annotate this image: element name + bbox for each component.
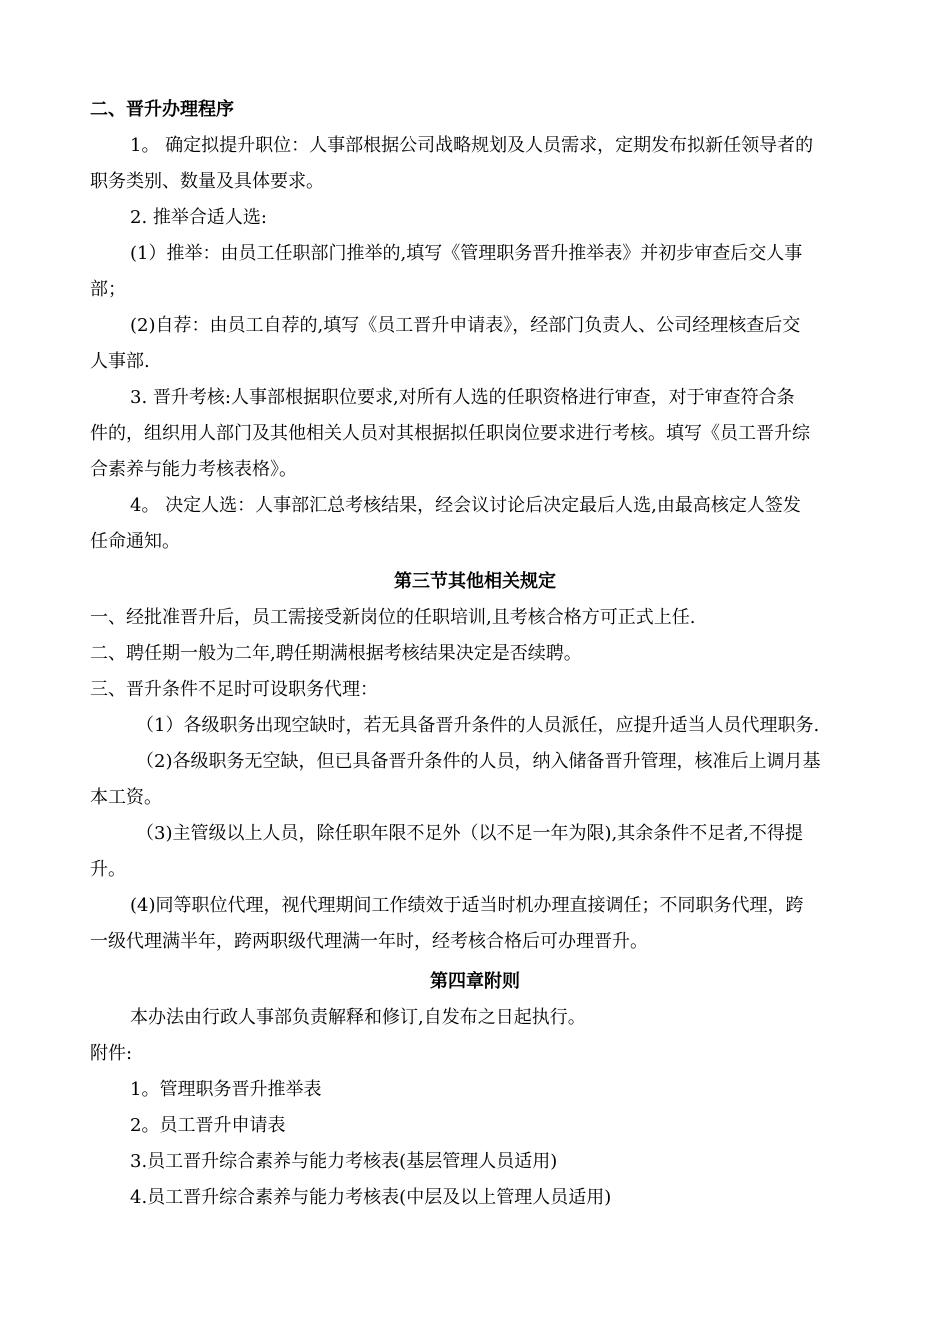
sub-item-vacancy [90, 708, 860, 744]
paragraph-line: 职务类别、数量及具体要求。 [90, 171, 324, 192]
paragraph-line: 合素养与能力考核表格》。 [90, 459, 297, 480]
paragraph-line: 升。 [90, 859, 126, 880]
paragraph-line: （3)主管级以上人员，除任职年限不足外（以不足一年为限),其余条件不足者,不得提 [136, 823, 803, 844]
paragraph-confirm-position [90, 128, 860, 200]
chapter-heading-supplementary: 第四章附则 [430, 971, 520, 992]
paragraph-promotion-assessment [90, 380, 860, 488]
paragraph-line: 4。 决定人选：人事部汇总考核结果，经会议讨论后决定最后人选,由最高核定人签发 [130, 495, 801, 516]
paragraph-self-recommendation [90, 308, 860, 380]
sub-item-equal-position [90, 888, 860, 960]
attachment-item: 2。员工晋升申请表 [130, 1115, 286, 1136]
rule-item-acting-position: 三、晋升条件不足时可设职务代理： [90, 679, 378, 700]
paragraph-line: 1。 确定拟提升职位：人事部根据公司战略规划及人员需求，定期发布拟新任领导者的 [130, 135, 814, 156]
paragraph-line: 人事部. [90, 351, 150, 372]
paragraph-line: (1）推举：由员工任职部门推举的,填写《管理职务晋升推举表》并初步审查后交人事 [130, 243, 803, 264]
paragraph-line: 3. 晋升考核:人事部根据职位要求,对所有人选的任职资格进行审查，对于审查符合条 [130, 387, 795, 408]
attachments-label: 附件: [90, 1043, 133, 1064]
paragraph-line: 部； [90, 279, 126, 300]
supplementary-statement: 本办法由行政人事部负责解释和修订,自发布之日起执行。 [130, 1007, 586, 1028]
paragraph-line: （2)各级职务无空缺，但已具备晋升条件的人员，纳入储备晋升管理，核准后上调月基 [136, 751, 821, 772]
paragraph-line: (2)自荐：由员工自荐的,填写《员工晋升申请表》，经部门负责人、公司经理核查后交 [130, 315, 801, 336]
rule-item-training: 一、经批准晋升后，员工需接受新岗位的任职培训,且考核合格方可正式上任. [90, 607, 696, 628]
attachment-item: 1。管理职务晋升推举表 [130, 1079, 322, 1100]
sub-item-no-vacancy [90, 744, 860, 816]
attachment-item: 4.员工晋升综合素养与能力考核表(中层及以上管理人员适用) [130, 1187, 612, 1208]
rule-item-term: 二、聘任期一般为二年,聘任期满根据考核结果决定是否续聘。 [90, 643, 582, 664]
paragraph-line: 一级代理满半年，跨两职级代理满一年时，经考核合格后可办理晋升。 [90, 931, 648, 952]
paragraph-recommend-candidates [90, 200, 860, 236]
paragraph-line: 本工资。 [90, 787, 162, 808]
paragraph-decide-candidate [90, 488, 860, 560]
paragraph-line: 2. 推举合适人选: [130, 207, 267, 228]
attachment-item: 3.员工晋升综合素养与能力考核表(基层管理人员适用) [130, 1151, 558, 1172]
section-heading-promotion-procedure: 二、晋升办理程序 [90, 99, 234, 120]
paragraph-line: 件的，组织用人部门及其他相关人员对其根据拟任职岗位要求进行考核。填写《员工晋升综 [90, 423, 810, 444]
paragraph-recommendation [90, 236, 860, 308]
sub-item-supervisor [90, 816, 860, 888]
paragraph-line: （1）各级职务出现空缺时，若无具备晋升条件的人员派任，应提升适当人员代理职务. [136, 715, 820, 736]
section-heading-other-rules: 第三节其他相关规定 [394, 571, 556, 592]
document-page [90, 92, 860, 1216]
paragraph-line: (4)同等职位代理，视代理期间工作绩效于适当时机办理直接调任；不同职务代理，跨 [130, 895, 804, 916]
paragraph-line: 任命通知。 [90, 531, 180, 552]
